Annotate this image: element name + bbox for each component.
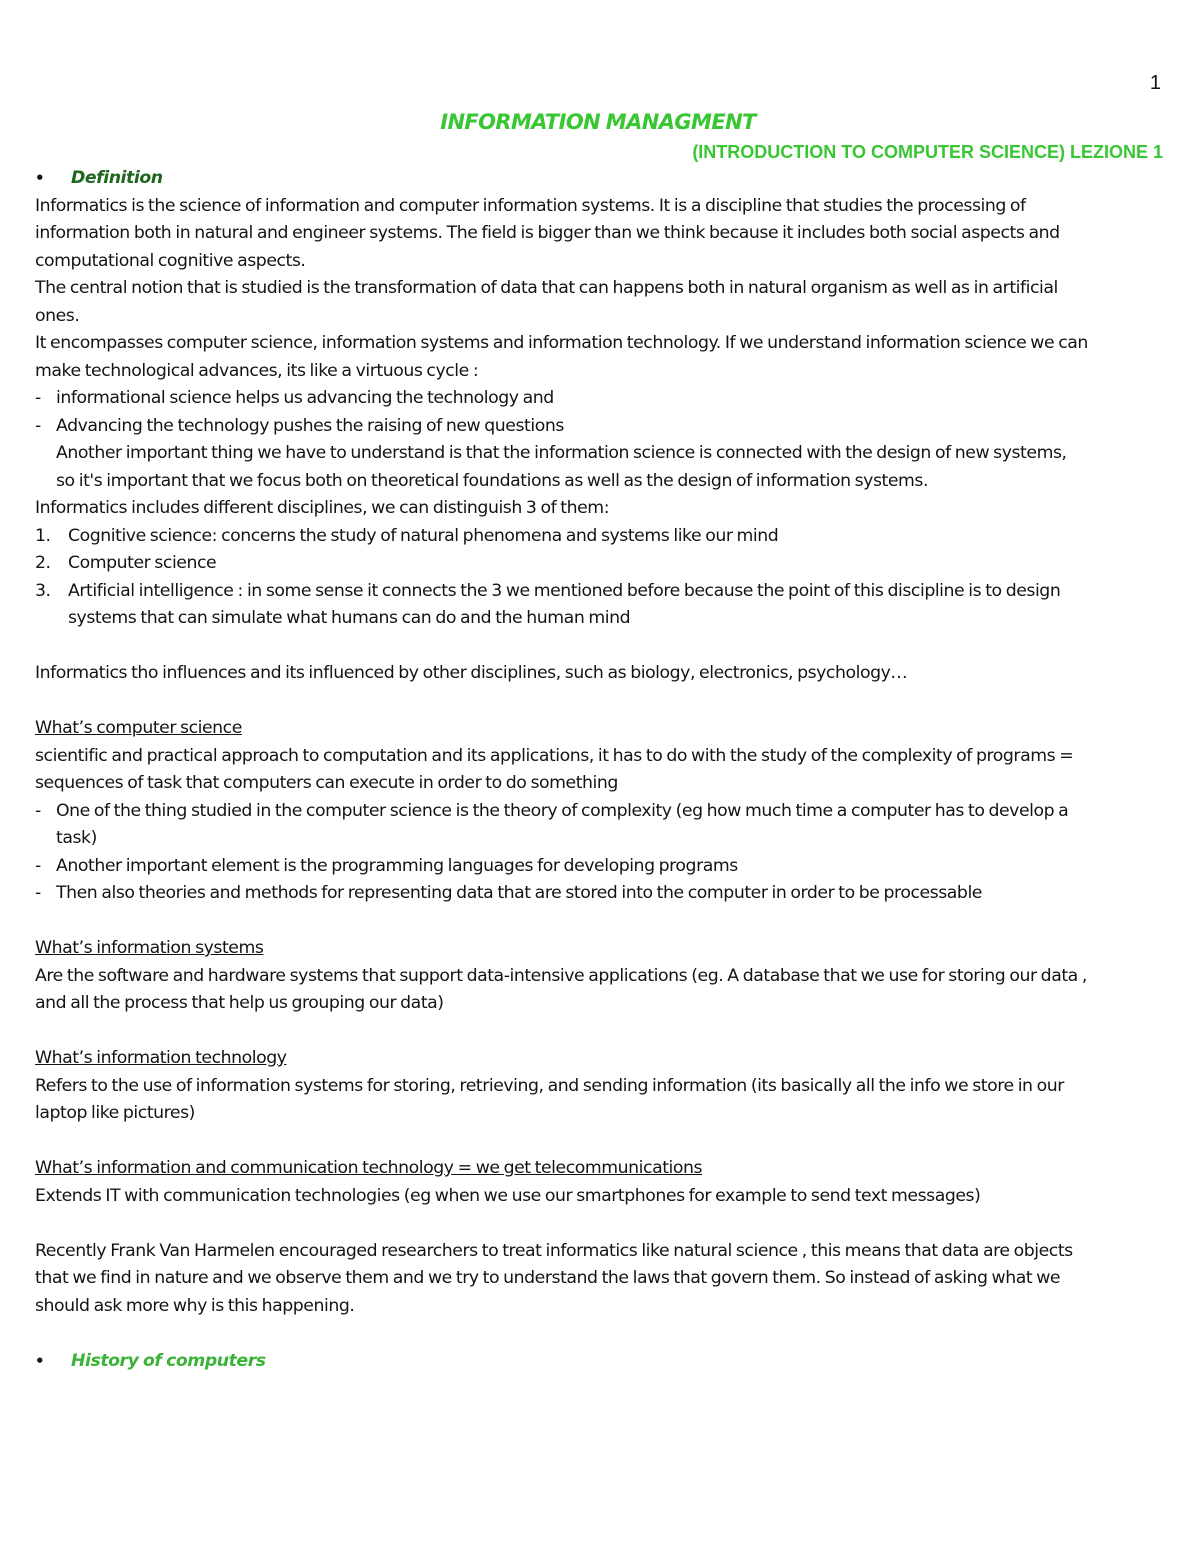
list-number: 3. xyxy=(35,580,51,601)
spacer xyxy=(35,1320,1175,1348)
dash-list-item xyxy=(35,853,1175,881)
paragraph-line: Informatics tho influences and its influenced by other disciplines, such as biology, electronics, psychology… xyxy=(35,663,908,683)
paragraph-line: scientific and practical approach to computation and its applications, it has to do with the study of the complexity of programs = xyxy=(35,745,1074,766)
spacer xyxy=(35,1210,1175,1238)
numbered-list-item xyxy=(35,578,1175,606)
dash-list-item xyxy=(35,880,1175,908)
list-item-text: informational science helps us advancing the technology and xyxy=(56,388,554,408)
information-technology-heading: What’s information technology xyxy=(35,1048,287,1068)
list-item-continuation: task) xyxy=(56,828,97,848)
page-number: 1 xyxy=(1149,72,1161,94)
indented-line: Another important thing we have to understand is that the information science is connected with the design of new systems, xyxy=(56,443,1067,463)
list-item-text: One of the thing studied in the computer science is the theory of complexity (eg how much time a computer has to develop a xyxy=(56,800,1069,821)
paragraph-line: It encompasses computer science, information systems and information technology. If we understand information science we can xyxy=(35,333,1088,353)
paragraph-line: computational cognitive aspects. xyxy=(35,250,306,271)
definition-heading-row xyxy=(35,165,1175,193)
indented-line: so it's important that we focus both on theoretical foundations as well as the design of information systems. xyxy=(56,470,928,491)
paragraph-line: ones. xyxy=(35,305,80,326)
list-item-text: Computer science xyxy=(68,553,217,573)
spacer xyxy=(35,1128,1175,1156)
paragraph-line: Extends IT with communication technologies (eg when we use our smartphones for example to send text messages) xyxy=(35,1185,981,1206)
paragraph-line: should ask more why is this happening. xyxy=(35,1295,355,1316)
bullet-icon: • xyxy=(35,1351,45,1370)
spacer xyxy=(35,908,1175,936)
list-item-continuation: systems that can simulate what humans can do and the human mind xyxy=(68,608,631,628)
document-subtitle: (INTRODUCTION TO COMPUTER SCIENCE) LEZIONE 1 xyxy=(692,142,1163,162)
bullet-icon: • xyxy=(35,169,45,187)
dash-icon: - xyxy=(35,800,41,821)
numbered-list-item xyxy=(35,550,1175,578)
paragraph-line: laptop like pictures) xyxy=(35,1103,195,1123)
list-number: 1. xyxy=(35,525,51,546)
paragraph-line: information both in natural and engineer systems. The field is bigger than we think because it includes both social aspects and xyxy=(35,223,1060,243)
paragraph-line: The central notion that is studied is the transformation of data that can happens both in natural organism as well as in artificial xyxy=(35,278,1058,298)
paragraph-line: and all the process that help us grouping our data) xyxy=(35,993,444,1013)
spacer xyxy=(35,1018,1175,1046)
dash-list-item xyxy=(35,385,1175,413)
history-heading: History of computers xyxy=(71,1350,266,1371)
numbered-list-item xyxy=(35,523,1175,551)
computer-science-heading: What’s computer science xyxy=(35,718,242,738)
paragraph-line: Informatics is the science of information and computer information systems. It is a discipline that studies the processing of xyxy=(35,195,1026,216)
history-heading-row xyxy=(35,1348,1175,1376)
paragraph-line: that we find in nature and we observe them and we try to understand the laws that govern them. So instead of asking what we xyxy=(35,1268,1061,1288)
document-body xyxy=(35,165,1175,1375)
list-item-text: Artificial intelligence : in some sense it connects the 3 we mentioned before because the point of this discipline is to design xyxy=(68,580,1061,601)
dash-list-item xyxy=(35,798,1175,826)
spacer xyxy=(35,633,1175,661)
list-item-text: Another important element is the programming languages for developing programs xyxy=(56,855,738,876)
dash-list-item xyxy=(35,413,1175,441)
list-item-text: Cognitive science: concerns the study of natural phenomena and systems like our mind xyxy=(68,525,779,546)
information-systems-heading: What’s information systems xyxy=(35,938,264,958)
list-item-text: Advancing the technology pushes the raising of new questions xyxy=(56,415,564,436)
list-number: 2. xyxy=(35,553,51,573)
dash-icon: - xyxy=(35,388,41,408)
paragraph-line: Recently Frank Van Harmelen encouraged researchers to treat informatics like natural science , this means that data are objects xyxy=(35,1240,1073,1261)
dash-icon: - xyxy=(35,415,41,436)
list-item-text: Then also theories and methods for representing data that are stored into the computer in order to be processable xyxy=(56,883,982,903)
definition-heading: Definition xyxy=(71,168,163,188)
paragraph-line: make technological advances, its like a virtuous cycle : xyxy=(35,360,479,381)
dash-icon: - xyxy=(35,855,41,876)
paragraph-line: Refers to the use of information systems for storing, retrieving, and sending information (its basically all the info we store in our xyxy=(35,1075,1064,1096)
dash-icon: - xyxy=(35,883,41,903)
paragraph-line: sequences of task that computers can execute in order to do something xyxy=(35,773,618,793)
spacer xyxy=(35,688,1175,716)
document-title: INFORMATION MANAGMENT xyxy=(440,110,756,134)
paragraph-line: Informatics includes different disciplines, we can distinguish 3 of them: xyxy=(35,498,610,518)
ict-heading: What’s information and communication technology = we get telecommunications xyxy=(35,1158,703,1178)
paragraph-line: Are the software and hardware systems that support data-intensive applications (eg. A database that we use for storing our data , xyxy=(35,965,1087,986)
